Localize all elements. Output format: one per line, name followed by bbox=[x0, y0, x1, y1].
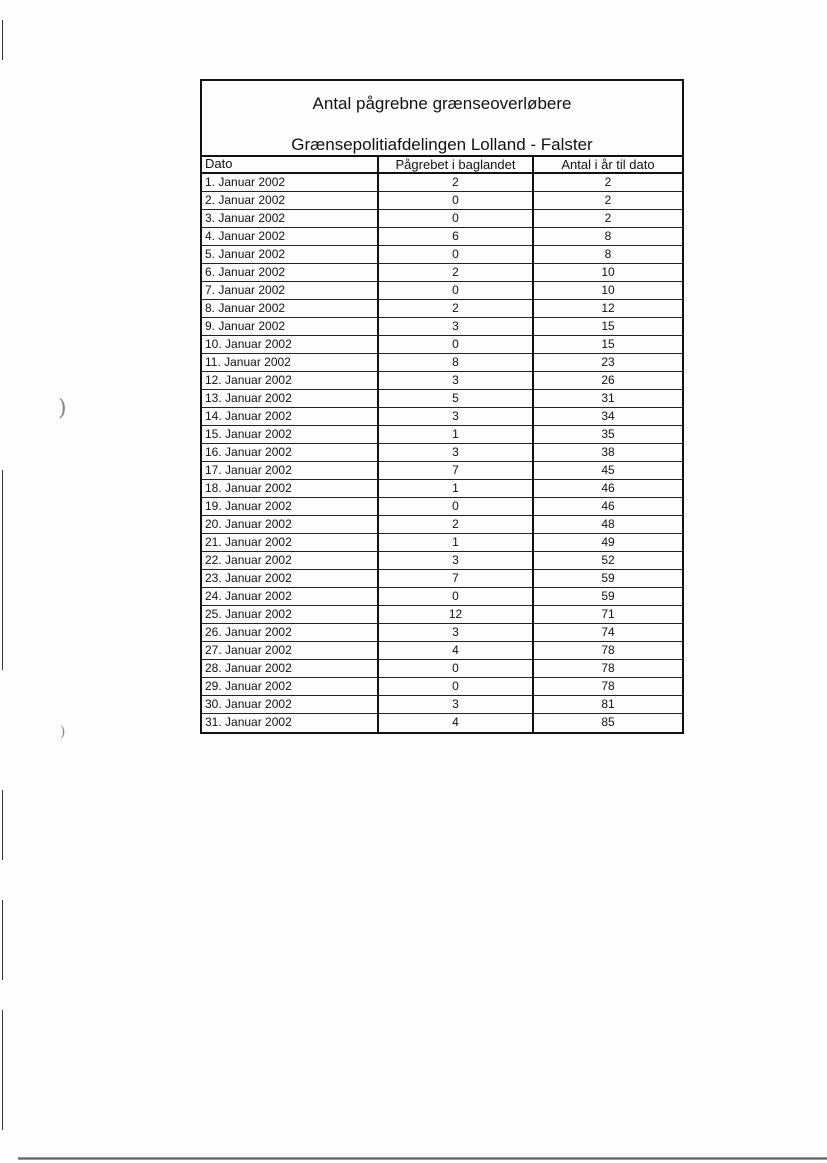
cell-caught: 3 bbox=[377, 318, 532, 335]
table-row bbox=[202, 192, 682, 210]
cell-date: 22. Januar 2002 bbox=[205, 553, 292, 567]
cell-date: 27. Januar 2002 bbox=[205, 643, 292, 657]
cell-caught: 1 bbox=[377, 534, 532, 551]
cell-caught: 2 bbox=[377, 264, 532, 281]
table-body bbox=[202, 174, 682, 732]
scan-edge-line bbox=[2, 1010, 3, 1130]
cell-caught: 0 bbox=[377, 498, 532, 515]
cell-caught: 0 bbox=[377, 336, 532, 353]
cell-caught: 12 bbox=[377, 606, 532, 623]
cell-date: 15. Januar 2002 bbox=[205, 427, 292, 441]
table-row bbox=[202, 570, 682, 588]
header-total: Antal i år til dato bbox=[532, 155, 682, 172]
cell-total: 71 bbox=[532, 606, 682, 623]
cell-total: 2 bbox=[532, 174, 682, 191]
cell-date: 19. Januar 2002 bbox=[205, 499, 292, 513]
cell-caught: 8 bbox=[377, 354, 532, 371]
cell-total: 2 bbox=[532, 210, 682, 227]
cell-date: 3. Januar 2002 bbox=[205, 211, 286, 225]
cell-caught: 5 bbox=[377, 390, 532, 407]
table-row bbox=[202, 174, 682, 192]
cell-caught: 0 bbox=[377, 282, 532, 299]
cell-total: 38 bbox=[532, 444, 682, 461]
cell-date: 5. Januar 2002 bbox=[205, 247, 286, 261]
cell-total: 78 bbox=[532, 642, 682, 659]
table-row bbox=[202, 246, 682, 264]
cell-total: 48 bbox=[532, 516, 682, 533]
cell-date: 24. Januar 2002 bbox=[205, 589, 292, 603]
cell-total: 10 bbox=[532, 282, 682, 299]
table-row bbox=[202, 552, 682, 570]
cell-caught: 3 bbox=[377, 444, 532, 461]
cell-date: 20. Januar 2002 bbox=[205, 517, 292, 531]
table-row bbox=[202, 408, 682, 426]
cell-caught: 2 bbox=[377, 174, 532, 191]
cell-date: 12. Januar 2002 bbox=[205, 373, 292, 387]
header-caught: Pågrebet i baglandet bbox=[377, 155, 532, 172]
cell-total: 10 bbox=[532, 264, 682, 281]
cell-total: 74 bbox=[532, 624, 682, 641]
cell-date: 28. Januar 2002 bbox=[205, 661, 292, 675]
cell-caught: 3 bbox=[377, 408, 532, 425]
cell-date: 30. Januar 2002 bbox=[205, 697, 292, 711]
table-row bbox=[202, 354, 682, 372]
table-title-area bbox=[202, 81, 682, 157]
table-subtitle: Grænsepolitiafdelingen Lolland - Falster bbox=[291, 135, 593, 154]
table-row bbox=[202, 426, 682, 444]
table-row bbox=[202, 390, 682, 408]
cell-date: 31. Januar 2002 bbox=[205, 715, 292, 729]
punch-hole-mark: ) bbox=[58, 396, 67, 421]
table-row bbox=[202, 372, 682, 390]
table-row bbox=[202, 210, 682, 228]
table-row bbox=[202, 606, 682, 624]
cell-total: 23 bbox=[532, 354, 682, 371]
table-row bbox=[202, 678, 682, 696]
scan-edge-line bbox=[2, 790, 3, 860]
cell-total: 78 bbox=[532, 678, 682, 695]
scan-bottom-edge bbox=[18, 1157, 827, 1160]
table-header-row bbox=[202, 157, 682, 174]
table-row bbox=[202, 588, 682, 606]
cell-date: 14. Januar 2002 bbox=[205, 409, 292, 423]
cell-total: 85 bbox=[532, 714, 682, 732]
table-row bbox=[202, 336, 682, 354]
cell-total: 31 bbox=[532, 390, 682, 407]
cell-date: 10. Januar 2002 bbox=[205, 337, 292, 351]
table-row bbox=[202, 714, 682, 732]
cell-date: 29. Januar 2002 bbox=[205, 679, 292, 693]
cell-total: 8 bbox=[532, 228, 682, 245]
cell-date: 21. Januar 2002 bbox=[205, 535, 292, 549]
punch-hole-mark: ) bbox=[60, 724, 66, 740]
table-row bbox=[202, 318, 682, 336]
scan-edge-line bbox=[2, 20, 3, 60]
cell-date: 26. Januar 2002 bbox=[205, 625, 292, 639]
table-row bbox=[202, 660, 682, 678]
cell-caught: 7 bbox=[377, 462, 532, 479]
cell-caught: 4 bbox=[377, 714, 532, 732]
cell-total: 59 bbox=[532, 570, 682, 587]
cell-date: 23. Januar 2002 bbox=[205, 571, 292, 585]
cell-date: 13. Januar 2002 bbox=[205, 391, 292, 405]
cell-date: 11. Januar 2002 bbox=[205, 355, 291, 369]
table-title: Antal pågrebne grænseoverløbere bbox=[312, 94, 572, 113]
cell-caught: 1 bbox=[377, 426, 532, 443]
header-date: Dato bbox=[205, 157, 233, 171]
cell-date: 18. Januar 2002 bbox=[205, 481, 292, 495]
cell-date: 2. Januar 2002 bbox=[205, 193, 286, 207]
cell-caught: 7 bbox=[377, 570, 532, 587]
cell-caught: 4 bbox=[377, 642, 532, 659]
table-row bbox=[202, 498, 682, 516]
cell-total: 15 bbox=[532, 318, 682, 335]
cell-total: 52 bbox=[532, 552, 682, 569]
statistics-table bbox=[200, 79, 684, 734]
cell-total: 26 bbox=[532, 372, 682, 389]
table-row bbox=[202, 444, 682, 462]
table-row bbox=[202, 516, 682, 534]
table-row bbox=[202, 462, 682, 480]
cell-total: 34 bbox=[532, 408, 682, 425]
cell-date: 9. Januar 2002 bbox=[205, 319, 286, 333]
cell-caught: 0 bbox=[377, 660, 532, 677]
cell-caught: 3 bbox=[377, 624, 532, 641]
cell-date: 25. Januar 2002 bbox=[205, 607, 292, 621]
cell-caught: 3 bbox=[377, 372, 532, 389]
cell-total: 59 bbox=[532, 588, 682, 605]
cell-caught: 0 bbox=[377, 588, 532, 605]
table-row bbox=[202, 696, 682, 714]
table-row bbox=[202, 282, 682, 300]
table-row bbox=[202, 264, 682, 282]
cell-date: 7. Januar 2002 bbox=[205, 283, 286, 297]
cell-caught: 2 bbox=[377, 300, 532, 317]
cell-total: 35 bbox=[532, 426, 682, 443]
cell-total: 49 bbox=[532, 534, 682, 551]
cell-caught: 3 bbox=[377, 696, 532, 713]
cell-date: 6. Januar 2002 bbox=[205, 265, 286, 279]
table-row bbox=[202, 642, 682, 660]
cell-caught: 0 bbox=[377, 192, 532, 209]
cell-date: 8. Januar 2002 bbox=[205, 301, 286, 315]
table-row bbox=[202, 534, 682, 552]
cell-caught: 3 bbox=[377, 552, 532, 569]
cell-total: 8 bbox=[532, 246, 682, 263]
cell-caught: 2 bbox=[377, 516, 532, 533]
cell-caught: 0 bbox=[377, 246, 532, 263]
table-row bbox=[202, 480, 682, 498]
cell-date: 17. Januar 2002 bbox=[205, 463, 292, 477]
table-row bbox=[202, 228, 682, 246]
cell-total: 12 bbox=[532, 300, 682, 317]
cell-total: 45 bbox=[532, 462, 682, 479]
cell-total: 81 bbox=[532, 696, 682, 713]
scan-edge-line bbox=[2, 470, 3, 670]
cell-date: 16. Januar 2002 bbox=[205, 445, 292, 459]
cell-total: 78 bbox=[532, 660, 682, 677]
cell-caught: 0 bbox=[377, 678, 532, 695]
cell-date: 4. Januar 2002 bbox=[205, 229, 286, 243]
table-row bbox=[202, 624, 682, 642]
cell-total: 2 bbox=[532, 192, 682, 209]
cell-total: 46 bbox=[532, 480, 682, 497]
cell-caught: 6 bbox=[377, 228, 532, 245]
cell-caught: 1 bbox=[377, 480, 532, 497]
cell-date: 1. Januar 2002 bbox=[205, 175, 286, 189]
cell-caught: 0 bbox=[377, 210, 532, 227]
cell-total: 46 bbox=[532, 498, 682, 515]
cell-total: 15 bbox=[532, 336, 682, 353]
scan-edge-line bbox=[2, 900, 3, 980]
table-row bbox=[202, 300, 682, 318]
